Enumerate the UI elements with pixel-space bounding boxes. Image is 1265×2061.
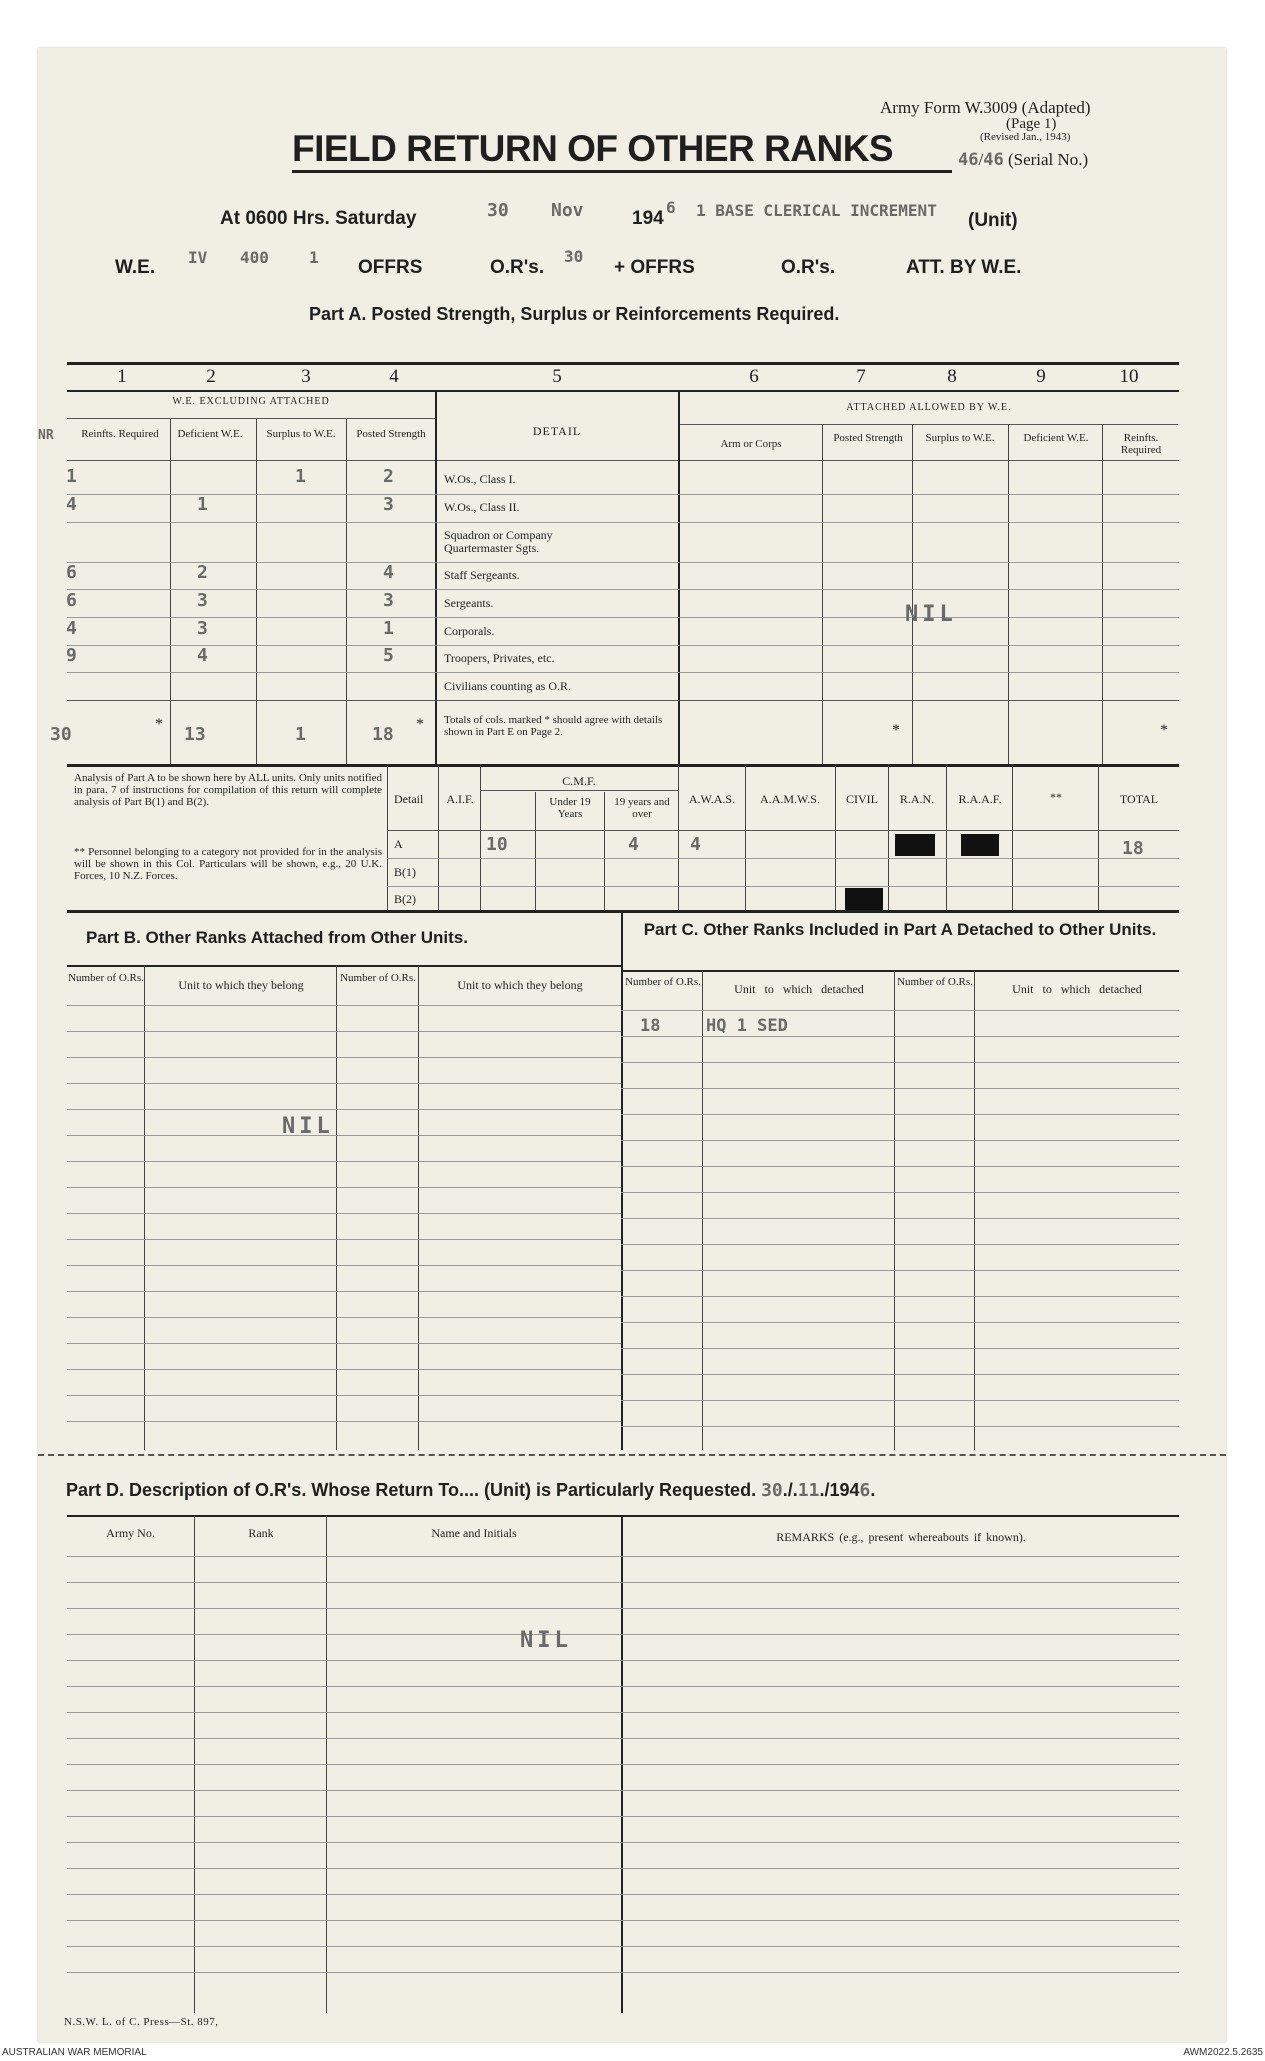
total-surplus: 1 xyxy=(295,724,306,745)
rule xyxy=(67,1515,1179,1517)
header-att-reinfts: Reinfts. Required xyxy=(1120,432,1162,456)
cell-posted: 3 xyxy=(383,494,394,515)
header-surplus: Surplus to W.E. xyxy=(266,428,336,440)
row-rule xyxy=(67,1764,1179,1765)
a-over19-typed: 4 xyxy=(628,834,639,855)
b-nil-typed: NIL xyxy=(282,1114,334,1139)
col-number: 5 xyxy=(552,366,562,387)
rule xyxy=(946,764,947,910)
row-rule xyxy=(621,1400,1179,1401)
cell-deficient: 1 xyxy=(197,494,208,515)
ors-typed: 30 xyxy=(564,247,584,266)
rule xyxy=(1098,764,1099,910)
nr-typed: NR xyxy=(38,428,54,443)
a-total-typed: 18 xyxy=(1122,838,1144,859)
detail-row: Sergeants. xyxy=(444,596,494,610)
cell-reinfts: 9 xyxy=(66,645,77,666)
we-typed-2: 400 xyxy=(240,248,269,267)
col-number: 8 xyxy=(947,366,957,387)
b-num-header-2: Number of O.Rs. xyxy=(340,972,416,984)
c-unit-header-2: Unit to which detached xyxy=(1012,982,1142,996)
analysis-row-b2: B(2) xyxy=(394,892,416,906)
total-posted: 18 xyxy=(372,724,394,745)
serial-typed: 46 xyxy=(958,150,979,170)
redaction-block xyxy=(961,834,999,856)
we-typed-3: 1 xyxy=(309,248,319,267)
rule xyxy=(604,792,605,910)
d-remarks-header: REMARKS (e.g., present whereabouts if known). xyxy=(776,1530,1026,1544)
other-header: ** xyxy=(1050,790,1062,804)
a-awas-typed: 4 xyxy=(690,834,701,855)
col-number: 1 xyxy=(117,366,127,387)
redaction-block xyxy=(895,834,935,856)
rule xyxy=(438,764,439,910)
rule xyxy=(67,418,435,419)
civil-header: CIVIL xyxy=(846,792,878,806)
row-rule xyxy=(67,1842,1179,1843)
at-hours-label: At 0600 Hrs. Saturday xyxy=(220,208,417,229)
part-b-title: Part B. Other Ranks Attached from Other Units. xyxy=(86,928,468,947)
rule xyxy=(336,965,337,1450)
part-a-title: Part A. Posted Strength, Surplus or Reinforcements Required. xyxy=(309,304,840,324)
c-num-header: Number of O.Rs. xyxy=(625,976,701,988)
row-rule xyxy=(621,1140,1179,1141)
col-number: 3 xyxy=(301,366,311,387)
detail-row: Staff Sergeants. xyxy=(444,568,520,582)
cell-reinfts: 4 xyxy=(66,618,77,639)
day-typed: 30 xyxy=(487,200,509,221)
row-rule xyxy=(67,700,1179,701)
row-rule xyxy=(67,1920,1179,1921)
row-rule xyxy=(67,589,1179,590)
form-id: Army Form W.3009 (Adapted) xyxy=(880,98,1091,117)
rule xyxy=(678,424,1178,425)
header-att-surplus: Surplus to W.E. xyxy=(925,432,995,444)
row-rule xyxy=(67,1556,1179,1557)
header-posted: Posted Strength xyxy=(356,428,426,440)
rule xyxy=(822,424,823,764)
awas-header: A.W.A.S. xyxy=(688,792,736,806)
footer-caption-right: AWM2022.5.2635 xyxy=(1183,2047,1263,2058)
row-rule xyxy=(67,1317,621,1318)
perforation-line xyxy=(38,1454,1226,1456)
rule xyxy=(67,460,1179,461)
header-arm-corps: Arm or Corps xyxy=(720,438,782,450)
year-typed: 6 xyxy=(666,198,676,217)
raaf-header: R.A.A.F. xyxy=(958,792,1002,806)
rule xyxy=(678,390,680,764)
att-label: ATT. BY W.E. xyxy=(906,257,1022,278)
d-month-typed: 11 xyxy=(797,1480,820,1501)
unit-typed: 1 BASE CLERICAL INCREMENT xyxy=(696,201,937,220)
star-mark: * xyxy=(1160,722,1168,739)
analysis-note: Analysis of Part A to be shown here by ALL units. Only units notified in para. 7 of instructions for compilation of this return will complete analysis of Part B(1) and B(2). xyxy=(74,772,382,808)
row-rule xyxy=(67,1109,621,1110)
cell-posted: 3 xyxy=(383,590,394,611)
cell-reinfts: 1 xyxy=(66,466,77,487)
c-unit-header: Unit to which detached xyxy=(734,982,864,996)
star-mark: * xyxy=(416,716,424,733)
aif-header: A.I.F. xyxy=(446,792,474,806)
detail-row: Squadron or Company Quartermaster Sgts. xyxy=(444,528,553,555)
row-rule xyxy=(67,1608,1179,1609)
detail-header: DETAIL xyxy=(532,424,582,438)
cell-deficient: 4 xyxy=(197,645,208,666)
total-deficient: 13 xyxy=(184,724,206,745)
analysis-detail-header: Detail xyxy=(394,792,424,806)
revised-note: (Revised Jan., 1943) xyxy=(980,131,1071,143)
row-rule xyxy=(67,522,1179,523)
cell-deficient: 3 xyxy=(197,590,208,611)
detail-row: W.Os., Class I. xyxy=(444,472,516,486)
row-rule xyxy=(67,562,1179,563)
analysis-row-a: A xyxy=(394,837,403,851)
row-rule xyxy=(621,1062,1179,1063)
row-rule xyxy=(67,1265,621,1266)
header-att-deficient: Deficient W.E. xyxy=(1023,432,1089,444)
row-rule xyxy=(621,1036,1179,1037)
analysis-row-b1: B(1) xyxy=(394,865,416,879)
cell-reinfts: 6 xyxy=(66,590,77,611)
row-rule xyxy=(67,1421,621,1422)
ors-label-2: O.R's. xyxy=(781,257,836,278)
d-rank-header: Rank xyxy=(248,1526,274,1540)
aamws-header: A.A.M.W.S. xyxy=(760,792,820,806)
rule xyxy=(256,418,257,764)
row-rule xyxy=(67,1868,1179,1869)
row-rule xyxy=(621,1426,1179,1427)
we-group-label: W.E. EXCLUDING ATTACHED xyxy=(172,396,330,407)
totals-detail: Totals of cols. marked * should agree with details shown in Part E on Page 2. xyxy=(444,714,663,738)
rule xyxy=(346,418,347,764)
row-rule xyxy=(67,1686,1179,1687)
rule xyxy=(387,886,1179,887)
detail-row: Corporals. xyxy=(444,624,495,638)
rule xyxy=(894,970,895,1450)
row-rule xyxy=(621,1270,1179,1271)
offrs-label: OFFRS xyxy=(358,257,423,278)
rule xyxy=(621,970,1179,972)
ors-label: O.R's. xyxy=(490,257,545,278)
row-rule xyxy=(67,1031,621,1032)
row-rule xyxy=(621,1010,1179,1011)
row-rule xyxy=(67,1660,1179,1661)
row-rule xyxy=(67,617,1179,618)
header-att-posted: Posted Strength xyxy=(833,432,903,444)
part-d-title: Part D. Description of O.R's. Whose Return To.... (Unit) is Particularly Requested. 30./.11./1946. xyxy=(66,1480,876,1501)
analysis-note-2: ** Personnel belonging to a category not provided for in the analysis will be shown in this Col. Particulars will be shown, e.g., 20 U.K. Forces, 10 N.Z. Forces. xyxy=(74,846,382,882)
cell-deficient: 3 xyxy=(197,618,208,639)
unit-label: (Unit) xyxy=(968,210,1018,231)
page-title: FIELD RETURN OF OTHER RANKS xyxy=(292,128,894,169)
cmf-header: C.M.F. xyxy=(562,774,596,788)
total-header: TOTAL xyxy=(1119,792,1159,806)
year-printed: 194 xyxy=(632,208,664,229)
rule xyxy=(678,764,679,910)
col-number: 2 xyxy=(206,366,216,387)
row-rule xyxy=(67,1135,621,1136)
row-rule xyxy=(621,1114,1179,1115)
we-typed-1: IV xyxy=(188,248,208,267)
row-rule xyxy=(67,1816,1179,1817)
row-rule xyxy=(621,1322,1179,1323)
header-deficient: Deficient W.E. xyxy=(177,428,243,440)
row-rule xyxy=(67,1213,621,1214)
cell-reinfts: 4 xyxy=(66,494,77,515)
row-rule xyxy=(621,1244,1179,1245)
cell-posted: 4 xyxy=(383,562,394,583)
att-group-label: ATTACHED ALLOWED BY W.E. xyxy=(846,402,1012,413)
rule xyxy=(387,858,1179,859)
row-rule xyxy=(67,1712,1179,1713)
row-rule xyxy=(621,1348,1179,1349)
rule xyxy=(974,970,975,1450)
d-nil-typed: NIL xyxy=(520,1628,572,1653)
row-rule xyxy=(67,1738,1179,1739)
part-c-title: Part C. Other Ranks Included in Part A Detached to Other Units. xyxy=(643,920,1157,939)
rule xyxy=(67,362,1179,365)
detail-row: Troopers, Privates, etc. xyxy=(444,651,555,665)
rule xyxy=(912,424,913,764)
detail-row: W.Os., Class II. xyxy=(444,500,520,514)
rule xyxy=(888,764,889,910)
row-rule xyxy=(621,1374,1179,1375)
star-mark: * xyxy=(892,722,900,739)
col-number: 4 xyxy=(389,366,399,387)
cell-deficient: 2 xyxy=(197,562,208,583)
serial-field: 46/46 (Serial No.) xyxy=(958,150,1089,170)
rule xyxy=(170,418,171,764)
rule xyxy=(144,965,145,1450)
row-rule xyxy=(67,672,1179,673)
under19-header: Under 19 Years xyxy=(549,796,591,820)
a-aif-typed: 10 xyxy=(486,834,508,855)
row-rule xyxy=(67,1161,621,1162)
b-unit-header-2: Unit to which they belong xyxy=(457,978,583,992)
star-mark: * xyxy=(155,716,163,733)
row-rule xyxy=(67,1005,621,1006)
rule xyxy=(835,764,836,910)
row-rule xyxy=(67,1582,1179,1583)
row-rule xyxy=(67,1946,1179,1947)
rule xyxy=(387,830,1179,831)
cell-reinfts: 6 xyxy=(66,562,77,583)
row-rule xyxy=(67,1972,1179,1973)
col-number: 6 xyxy=(749,366,759,387)
cell-surplus: 1 xyxy=(295,466,306,487)
footer-caption-left: AUSTRALIAN WAR MEMORIAL xyxy=(2,2047,147,2058)
form-sheet xyxy=(38,48,1226,2042)
over19-header: 19 years and over xyxy=(614,796,670,820)
rule xyxy=(435,390,437,764)
row-rule xyxy=(67,1239,621,1240)
row-rule xyxy=(67,1057,621,1058)
rule xyxy=(67,390,1179,392)
row-rule xyxy=(621,1192,1179,1193)
page-number: (Page 1) xyxy=(1006,116,1057,132)
row-rule xyxy=(67,1634,1179,1635)
row-rule xyxy=(67,645,1179,646)
printer-imprint: N.S.W. L. of C. Press—St. 897, xyxy=(64,2016,219,2028)
rule xyxy=(418,965,419,1450)
c-row1-num-typed: 18 xyxy=(640,1016,661,1036)
b-num-header: Number of O.Rs. xyxy=(68,972,144,984)
row-rule xyxy=(621,1166,1179,1167)
row-rule xyxy=(67,1894,1179,1895)
b-unit-header: Unit to which they belong xyxy=(178,978,304,992)
header-reinfts: Reinfts. Required xyxy=(81,428,159,440)
rule xyxy=(1102,424,1103,764)
col-number: 9 xyxy=(1036,366,1046,387)
row-rule xyxy=(67,1083,621,1084)
cell-posted: 2 xyxy=(383,466,394,487)
c-row1-unit-typed: HQ 1 SED xyxy=(706,1016,788,1036)
rule xyxy=(702,970,703,1450)
d-year-typed: 6 xyxy=(859,1480,871,1501)
redaction-block xyxy=(845,888,883,910)
row-rule xyxy=(67,494,1179,495)
total-reinfts: 30 xyxy=(50,724,72,745)
serial-typed-2: 46 xyxy=(983,150,1004,170)
row-rule xyxy=(621,1296,1179,1297)
row-rule xyxy=(67,1343,621,1344)
rule xyxy=(1012,764,1013,910)
d-day-typed: 30 xyxy=(761,1480,783,1501)
row-rule xyxy=(67,1369,621,1370)
ran-header: R.A.N. xyxy=(899,792,935,806)
row-rule xyxy=(621,1088,1179,1089)
cell-posted: 1 xyxy=(383,618,394,639)
rule xyxy=(621,910,623,1450)
att-nil-typed: NIL xyxy=(905,602,957,627)
serial-label: (Serial No.) xyxy=(1007,150,1089,169)
month-typed: Nov xyxy=(551,200,584,221)
row-rule xyxy=(67,1395,621,1396)
row-rule xyxy=(67,1790,1179,1791)
col-number: 10 xyxy=(1119,366,1139,387)
d-name-header: Name and Initials xyxy=(431,1526,517,1540)
col-number: 7 xyxy=(856,366,866,387)
plus-offrs-label: + OFFRS xyxy=(614,257,695,278)
rule xyxy=(745,764,746,910)
rule xyxy=(1008,424,1009,764)
rule xyxy=(67,965,621,967)
rule xyxy=(67,910,1179,913)
row-rule xyxy=(67,1291,621,1292)
detail-row: Civilians counting as O.R. xyxy=(444,679,571,693)
rule xyxy=(387,764,388,910)
cell-posted: 5 xyxy=(383,645,394,666)
d-army-header: Army No. xyxy=(106,1526,155,1540)
rule xyxy=(480,790,678,791)
row-rule xyxy=(67,1187,621,1188)
we-label: W.E. xyxy=(115,257,156,278)
title-underline xyxy=(292,170,952,173)
c-num-header-2: Number of O.Rs. xyxy=(897,976,973,988)
row-rule xyxy=(621,1218,1179,1219)
